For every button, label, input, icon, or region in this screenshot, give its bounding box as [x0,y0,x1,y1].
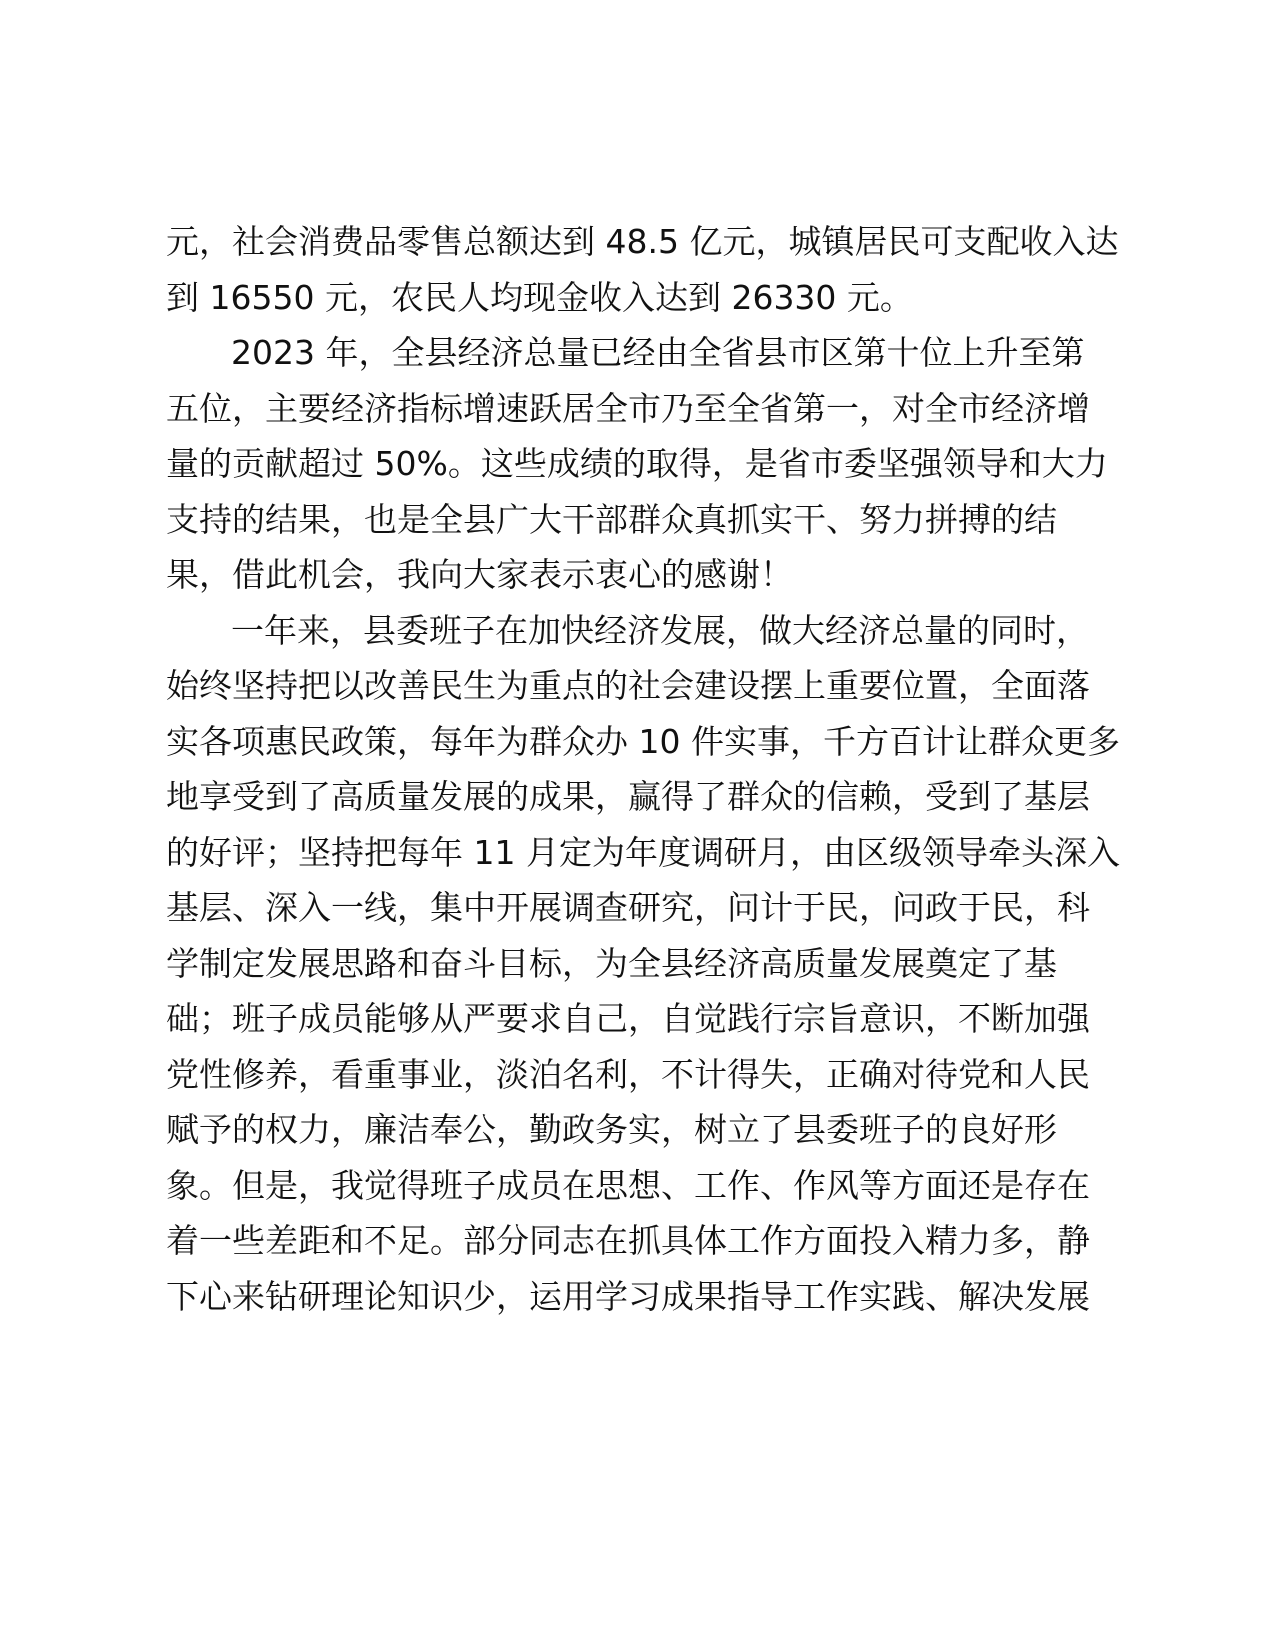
text-line: 元，社会消费品零售总额达到 48.5 亿元，城镇居民可支配收入达 [166,222,1119,261]
text-line: 实各项惠民政策，每年为群众办 10 件实事，千方百计让群众更多 [166,722,1120,761]
text-line: 党性修养，看重事业，淡泊名利，不计得失，正确对待党和人民 [166,1055,1090,1094]
text-line: 象。但是，我觉得班子成员在思想、工作、作风等方面还是存在 [166,1166,1090,1205]
text-line: 着一些差距和不足。部分同志在抓具体工作方面投入精力多，静 [166,1221,1090,1260]
paragraph-start-line: 2023 年，全县经济总量已经由全省县市区第十位上升至第 [231,333,1085,372]
text-line: 下心来钻研理论知识少，运用学习成果指导工作实践、解决发展 [166,1277,1090,1316]
text-line: 量的贡献超过 50%。这些成绩的取得，是省市委坚强领导和大力 [166,444,1108,483]
text-line: 地享受到了高质量发展的成果，赢得了群众的信赖，受到了基层 [166,777,1090,816]
text-line: 始终坚持把以改善民生为重点的社会建设摆上重要位置，全面落 [166,666,1090,705]
text-line: 的好评；坚持把每年 11 月定为年度调研月，由区级领导牵头深入 [166,833,1120,872]
text-line: 基层、深入一线，集中开展调查研究，问计于民，问政于民，科 [166,888,1090,927]
text-line: 果，借此机会，我向大家表示衷心的感谢！ [166,555,793,594]
text-line: 础；班子成员能够从严要求自己，自觉践行宗旨意识，不断加强 [166,999,1090,1038]
text-line: 学制定发展思路和奋斗目标，为全县经济高质量发展奠定了基 [166,944,1057,983]
text-line: 到 16550 元，农民人均现金收入达到 26330 元。 [166,278,913,317]
text-line: 五位，主要经济指标增速跃居全市乃至全省第一，对全市经济增 [166,389,1090,428]
text-line: 支持的结果，也是全县广大干部群众真抓实干、努力拼搏的结 [166,500,1057,539]
paragraph-start-line: 一年来，县委班子在加快经济发展，做大经济总量的同时， [231,611,1089,650]
text-line: 赋予的权力，廉洁奉公，勤政务实，树立了县委班子的良好形 [166,1110,1057,1149]
